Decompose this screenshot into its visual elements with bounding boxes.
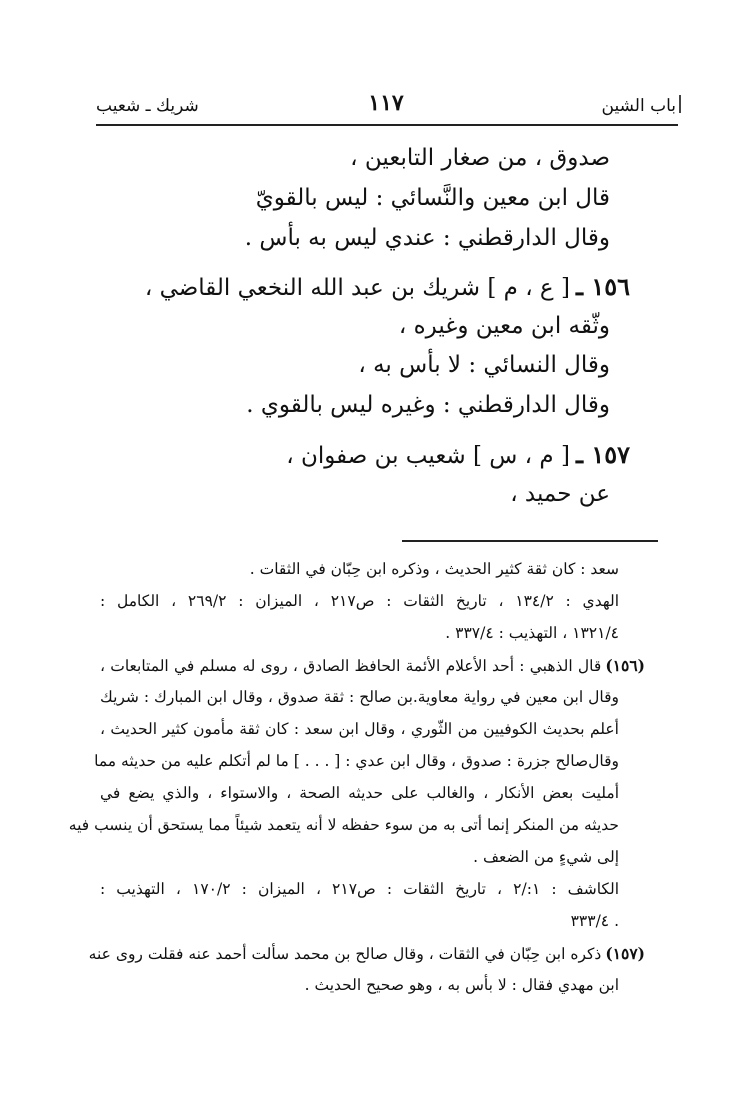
footnote-156-first-line	[0, 656, 755, 675]
text-line: قال ابن معين والنَّسائي : ليس بالقويّ	[255, 185, 610, 211]
footnote-line: إلى شيءٍ من الضعف .	[473, 848, 619, 866]
footnote-line: . ٣٣٣/٤	[570, 912, 619, 930]
footnote-157-number: (١٥٧)	[605, 944, 645, 963]
footnote-157-first-line	[0, 944, 755, 963]
entry-range: شريك ـ شعيب	[96, 96, 199, 116]
footnote-line: الكاشف : ١:/٢ ، تاريخ الثقات : ص٢١٧ ، الميزان : ١٧٠/٢ ، التهذيب :	[100, 880, 620, 898]
footnote-line: وقال ابن معين في رواية معاوية.بن صالح : ثقة صدوق ، وقال ابن المبارك : شريك	[100, 688, 619, 706]
text-line: عن حميد ،	[510, 481, 610, 507]
footnote-line: أعلم بحديث الكوفيين من الثّوري ، وقال ابن سعد : كان ثقة مأمون كثير الحديث ،	[100, 720, 619, 738]
header-rule	[96, 124, 678, 126]
entry-157-number: ١٥٧ ـ	[575, 440, 630, 469]
entry-156-number: ١٥٦ ـ	[575, 272, 630, 301]
footnote-line: ١٣٢١/٤ ، التهذيب : ٣٣٧/٤ .	[445, 624, 619, 642]
text-line: وثّقه ابن معين وغيره ،	[398, 313, 610, 339]
text-line: وقال الدارقطني : عندي ليس به بأس .	[244, 225, 610, 251]
header-corner-mark	[679, 95, 681, 113]
footnote-line: سعد : كان ثقة كثير الحديث ، وذكره ابن حِبّان في الثقات .	[249, 560, 619, 578]
entry-157-title: [ م ، س ] شعيب بن صفوان ،	[286, 443, 570, 469]
footnote-line: حديثه من المنكر إنما أتى به من سوء حفظه لا أنه يتعمد شيئاً مما يستحق أن ينسب فيه	[68, 816, 619, 834]
text-line: وقال النسائي : لا بأس به ،	[358, 352, 610, 378]
entry-156-title: [ ع ، م ] شريك بن عبد الله النخعي القاضي ،	[144, 275, 570, 301]
footnote-line: الهدي : ١٣٤/٢ ، تاريخ الثقات : ص٢١٧ ، الميزان : ٢٦٩/٢ ، الكامل :	[100, 592, 619, 610]
footnote-separator	[402, 540, 658, 542]
chapter-title: باب الشين	[601, 96, 676, 116]
running-header	[96, 88, 676, 124]
footnote-text: ذكره ابن حِبّان في الثقات ، وقال صالح بن محمد سألت أحمد عنه فقلت روى عنه	[88, 945, 602, 963]
footnote-156-number: (١٥٦)	[605, 656, 645, 675]
footnote-line: ابن مهدي فقال : لا بأس به ، وهو صحيح الحديث .	[304, 976, 619, 994]
text-line: صدوق ، من صغار التابعين ،	[350, 145, 610, 171]
entry-156-heading	[0, 272, 755, 301]
footnote-line: أمليت بعض الأنكار ، والغالب على حديثه الصحة ، والاستواء ، والذي يضع في	[100, 784, 619, 802]
footnote-text: قال الذهبي : أحد الأعلام الأئمة الحافظ الصادق ، روى له مسلم في المتابعات ،	[100, 657, 602, 675]
entry-157-heading	[0, 440, 755, 469]
page-number: ١١٧	[368, 90, 404, 116]
footnote-line: وقال‌صالح جزرة : صدوق ، وقال ابن عدي : [ . . . ] ما لم أتكلم عليه من حديثه مما	[94, 752, 619, 770]
text-line: وقال الدارقطني : وغيره ليس بالقوي .	[246, 392, 610, 418]
